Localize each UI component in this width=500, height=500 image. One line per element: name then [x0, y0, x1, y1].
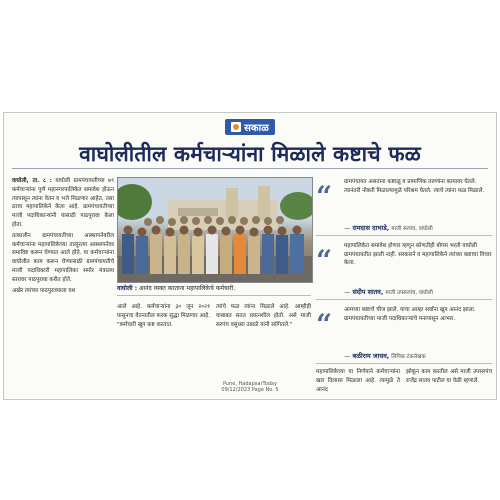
article-column-1 — [12, 177, 114, 297]
quote-attribution: — बळीराम जाधव, लिपिक टंकलेखक — [344, 352, 426, 360]
article-paragraph-3: अखेर त्यांच्या पाठपुराव्याला यश — [12, 287, 76, 294]
footer-date-page: 09/12/2023 Page No. 5 — [221, 387, 279, 393]
headline-divider — [12, 168, 488, 169]
quotes-panel — [316, 177, 492, 369]
article-paragraph-2: तत्कालीन ग्रामपंचायतीच्या आस्थापनेवरील कर्मचाऱ्यांना महापालिकेच्या तात्पुरत्या आस्थापनेवर समाविष्ट करून घेण्यात आले होते. या कर्मचाऱ्यांना वाघोलीत काम करून घेण्यासाठी ग्रामपंचायतीचे माजी पदाधिकारी महापालिका समोर मंत्रालय स्तरावर पाठपुरावा करीत होते. — [12, 232, 114, 283]
quote-3 — [316, 305, 492, 364]
quote-author: बळीराम जाधव, — [352, 352, 390, 360]
quote-mark-icon: “ — [316, 180, 333, 213]
column-4-text: महापालिकेच्या या निर्णयाने कर्मचाऱ्यांना खरा दिलासा मिळाला आहे. त्यामुळे ते आनंद — [316, 369, 400, 393]
lead-text: वाघोली ग्रामपंचायतीच्या ७९ कर्मचाऱ्यांना पुणे महानगरपालिकेत समावेश होऊन त्यापासून त्यांना वेतन व भत्ते मिळणार आहेत, तसा ठराव महापालिकेने केला आहे. ग्रामपंचायतीच्या माजी पदाधिकाऱ्यांनी यासाठी पाठपुरावा केला होता. — [12, 178, 115, 228]
quote-author: संदीप सातव, — [352, 288, 384, 296]
newspaper-clipping — [3, 112, 497, 400]
article-column-3 — [216, 303, 311, 329]
quote-text: ग्रामपंचायत असताना कष्टाळू व प्रामाणिक तरुणांना कामावर घेतले. त्यानंतरी नोकरी मिळाल्यामुळे परिश्रम घेतले. त्याचे त्यांना फळ मिळाले. — [344, 179, 485, 194]
article-paragraph-1 — [12, 177, 114, 230]
group-photo — [117, 177, 313, 283]
column-3-text: त्यांचे फळ त्यांना मिळाले आहे. आम्हीही याबाबत सतत प्रयत्नशील होतो. असे माजी सरपंच वसुंधरा उबाळे यांनी सांगितले." — [216, 304, 311, 328]
quote-2 — [316, 241, 492, 300]
quote-attribution: — रामदास दाभाडे, माजी सरपंच, वाघोली — [344, 224, 433, 232]
quote-role: माजी उपसरपंच, वाघोली — [385, 290, 433, 296]
sun-logo-icon — [231, 122, 241, 132]
headline: वाघोलीतील कर्मचाऱ्यांना मिळाले कष्टाचे फळ — [79, 142, 421, 166]
quote-text: आमच्या कष्टाचे चीज झाले. याचा आम्हा सर्वांना खूप आनंद झाला. ग्रामपंचायतीच्या माजी पदाधिकाऱ्यांचे मनापासून आभार. — [344, 307, 476, 322]
caption-place: वाघोली : — [117, 285, 138, 292]
column-2-text: आले आहे. कर्मचाऱ्यांना ३० जून २०२१ पासूनचा वेतनातील फरक सुद्धा मिळणार आहे. "कर्मचारी खूप कष्ट करतात. — [117, 304, 210, 328]
column-5-text: झोकून काम करतील असे माजी उपसरपंच राजेंद्र सातव पाटील या वेळी म्हणाले. — [406, 369, 492, 384]
source-footer — [4, 381, 496, 393]
dateline: वाघोली, ता. ८ : — [12, 178, 52, 184]
quote-mark-icon: “ — [316, 308, 333, 341]
article-column-2 — [117, 303, 210, 329]
quote-mark-icon: “ — [316, 244, 333, 277]
quote-text: महापालिकेत समावेश होणार म्हणून कोणतीही बोगस भरती वाघोली ग्रामपंचायतीत झाली नाही. सरकारने व महापालिकेने त्यांच्या कष्टाचा विचार केला. — [344, 243, 492, 267]
masthead — [4, 117, 496, 133]
photo-caption — [117, 283, 311, 296]
quote-1 — [316, 177, 492, 236]
quote-author: रामदास दाभाडे, — [352, 224, 390, 232]
quote-role: माजी सरपंच, वाघोली — [391, 226, 433, 232]
newspaper-logo — [225, 119, 275, 135]
caption-text: आनंद व्यक्त करताना महापालिकेचे कर्मचारी. — [139, 285, 236, 292]
footer-source: Pune, HadapsarToday — [223, 381, 277, 387]
quote-attribution: — संदीप सातव, माजी उपसरपंच, वाघोली — [344, 288, 433, 296]
quote-role: लिपिक टंकलेखक — [391, 354, 426, 360]
logo-text: सकाळ — [244, 123, 269, 134]
